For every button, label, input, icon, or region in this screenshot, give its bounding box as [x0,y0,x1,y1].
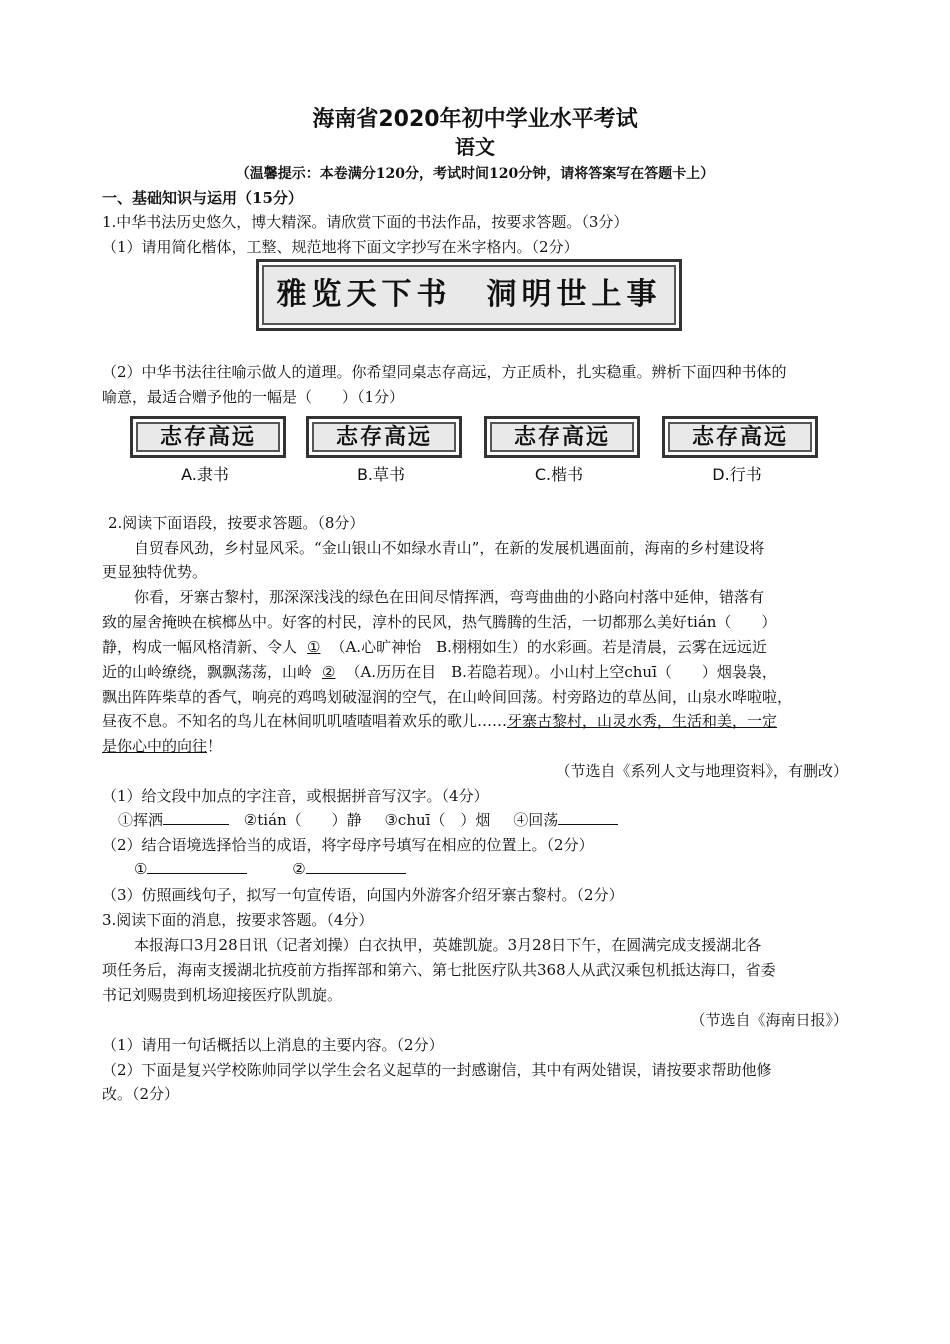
exam-tip: （温馨提示：本卷满分120分，考试时间120分钟，请将答案写在答题卡上） [235,166,715,182]
q1-sub2-line2: 喻意，最适合赠予他的一幅是（ ）（1分） [102,388,405,406]
q2-sub1: （1）给文段中加点的字注音，或根据拼音写汉字。（4分） [102,787,489,805]
option-b-label: B.草书 [356,465,406,484]
q2-source: （节选自《系列人文与地理资料》，有删改） [555,762,848,780]
blank-1: ① [307,638,321,656]
q2-p2-line7: 是你心中的向往！ [102,737,223,755]
q1-stem: 1.中华书法历史悠久，博大精深。请欣赏下面的书法作品，按要求答题。（3分） [102,213,629,231]
q2-p1-line1: 自贸春风劲，乡村显风采。“金山银山不如绿水青山”，在新的发展机遇面前，海南的乡村建设将 [134,539,765,557]
q3-source: （节选自《海南日报》） [690,1011,848,1029]
option-d-label: D.行书 [712,465,762,484]
q2-sub2-items: ① ② [134,859,406,878]
calligraphy-option-b: 志存高远 [306,416,462,458]
q2-p1-line2: 更显独特优势。 [102,563,208,581]
q3-sub1: （1）请用一句话概括以上消息的主要内容。（2分） [102,1036,444,1054]
q2-sub1-items: ①挥洒 ②tián（ ）静 ③chuī（ ）烟 ④回荡 [118,809,618,830]
section-heading: 一、基础知识与运用（15分） [102,189,303,207]
calligraphy-option-d: 志存高远 [662,416,818,458]
q3-sub2-line1: （2）下面是复兴学校陈帅同学以学生会名义起草的一封感谢信，其中有两处错误，请按要求帮助他修 [102,1061,772,1079]
q3-stem: 3.阅读下面的消息，按要求答题。（4分） [102,911,374,929]
exam-subject: 语文 [455,135,495,159]
underlined-sentence: 牙寨古黎村，山灵水秀，生活和美，一定 [507,712,778,730]
q2-p2-line4: 近的山岭缭绕，飘飘荡荡，山岭 ② （A.历历在目 B.若隐若现）。小山村上空chuī（ ）烟袅袅， [102,663,777,681]
q1-sub2-line1: （2）中华书法往往喻示做人的道理。你希望同桌志存高远，方正质朴，扎实稳重。辨析下面四种书体的 [102,363,787,381]
calligraphy-option-c: 志存高远 [484,416,640,458]
q3-p1-line3: 书记刘赐贵到机场迎接医疗队凯旋。 [102,986,343,1004]
blank-2: ② [322,663,336,681]
q3-p1-line2: 项任务后，海南支援湖北抗疫前方指挥部和第六、第七批医疗队共368人从武汉乘包机抵达海口，省委 [102,961,776,979]
option-a-label: A.隶书 [181,465,229,484]
q3-sub2-line2: 改。（2分） [102,1085,180,1103]
option-c-label: C.楷书 [534,465,584,484]
q2-p2-line5: 飘出阵阵柴草的香气，响亮的鸡鸣划破湿润的空气，在山岭间回荡。村旁路边的草丛间，山泉水哗啦啦， [102,688,793,706]
q2-p2-line6: 昼夜不息。不知名的鸟儿在林间叽叽喳喳唱着欢乐的歌儿……牙寨古黎村，山灵水秀，生活和美，一定 [102,712,778,730]
calligraphy-option-a: 志存高远 [130,416,286,458]
q2-stem: 2.阅读下面语段，按要求答题。（8分） [108,514,365,532]
q1-sub1: （1）请用简化楷体，工整、规范地将下面文字抄写在米字格内。（2分） [102,238,579,256]
q3-p1-line1: 本报海口3月28日讯（记者刘操）白衣执甲，英雄凯旋。3月28日下午，在圆满完成支援湖北各 [134,936,762,954]
q2-sub3: （3）仿照画线句子，拟写一句宣传语，向国内外游客介绍牙寨古黎村。（2分） [102,886,624,904]
q2-sub2: （2）结合语境选择恰当的成语，将字母序号填写在相应的位置上。（2分） [102,836,594,854]
q2-p2-line3: 静，构成一幅风格清新、令人 ① （A.心旷神怡 B.栩栩如生）的水彩画。若是清晨，云雾在远远近 [102,638,767,656]
q2-p2-line2: 致的屋舍掩映在槟榔丛中。好客的村民，淳朴的民风，热气腾腾的生活，一切都那么美好tián（ ） [102,613,777,631]
exam-title: 海南省2020年初中学业水平考试 [312,107,638,132]
q2-p2-line1: 你看，牙寨古黎村，那深深浅浅的绿色在田间尽情挥洒，弯弯曲曲的小路向村落中延伸，错落有 [134,588,765,606]
calligraphy-banner: 雅览天下书 洞明世上事 [256,259,682,331]
